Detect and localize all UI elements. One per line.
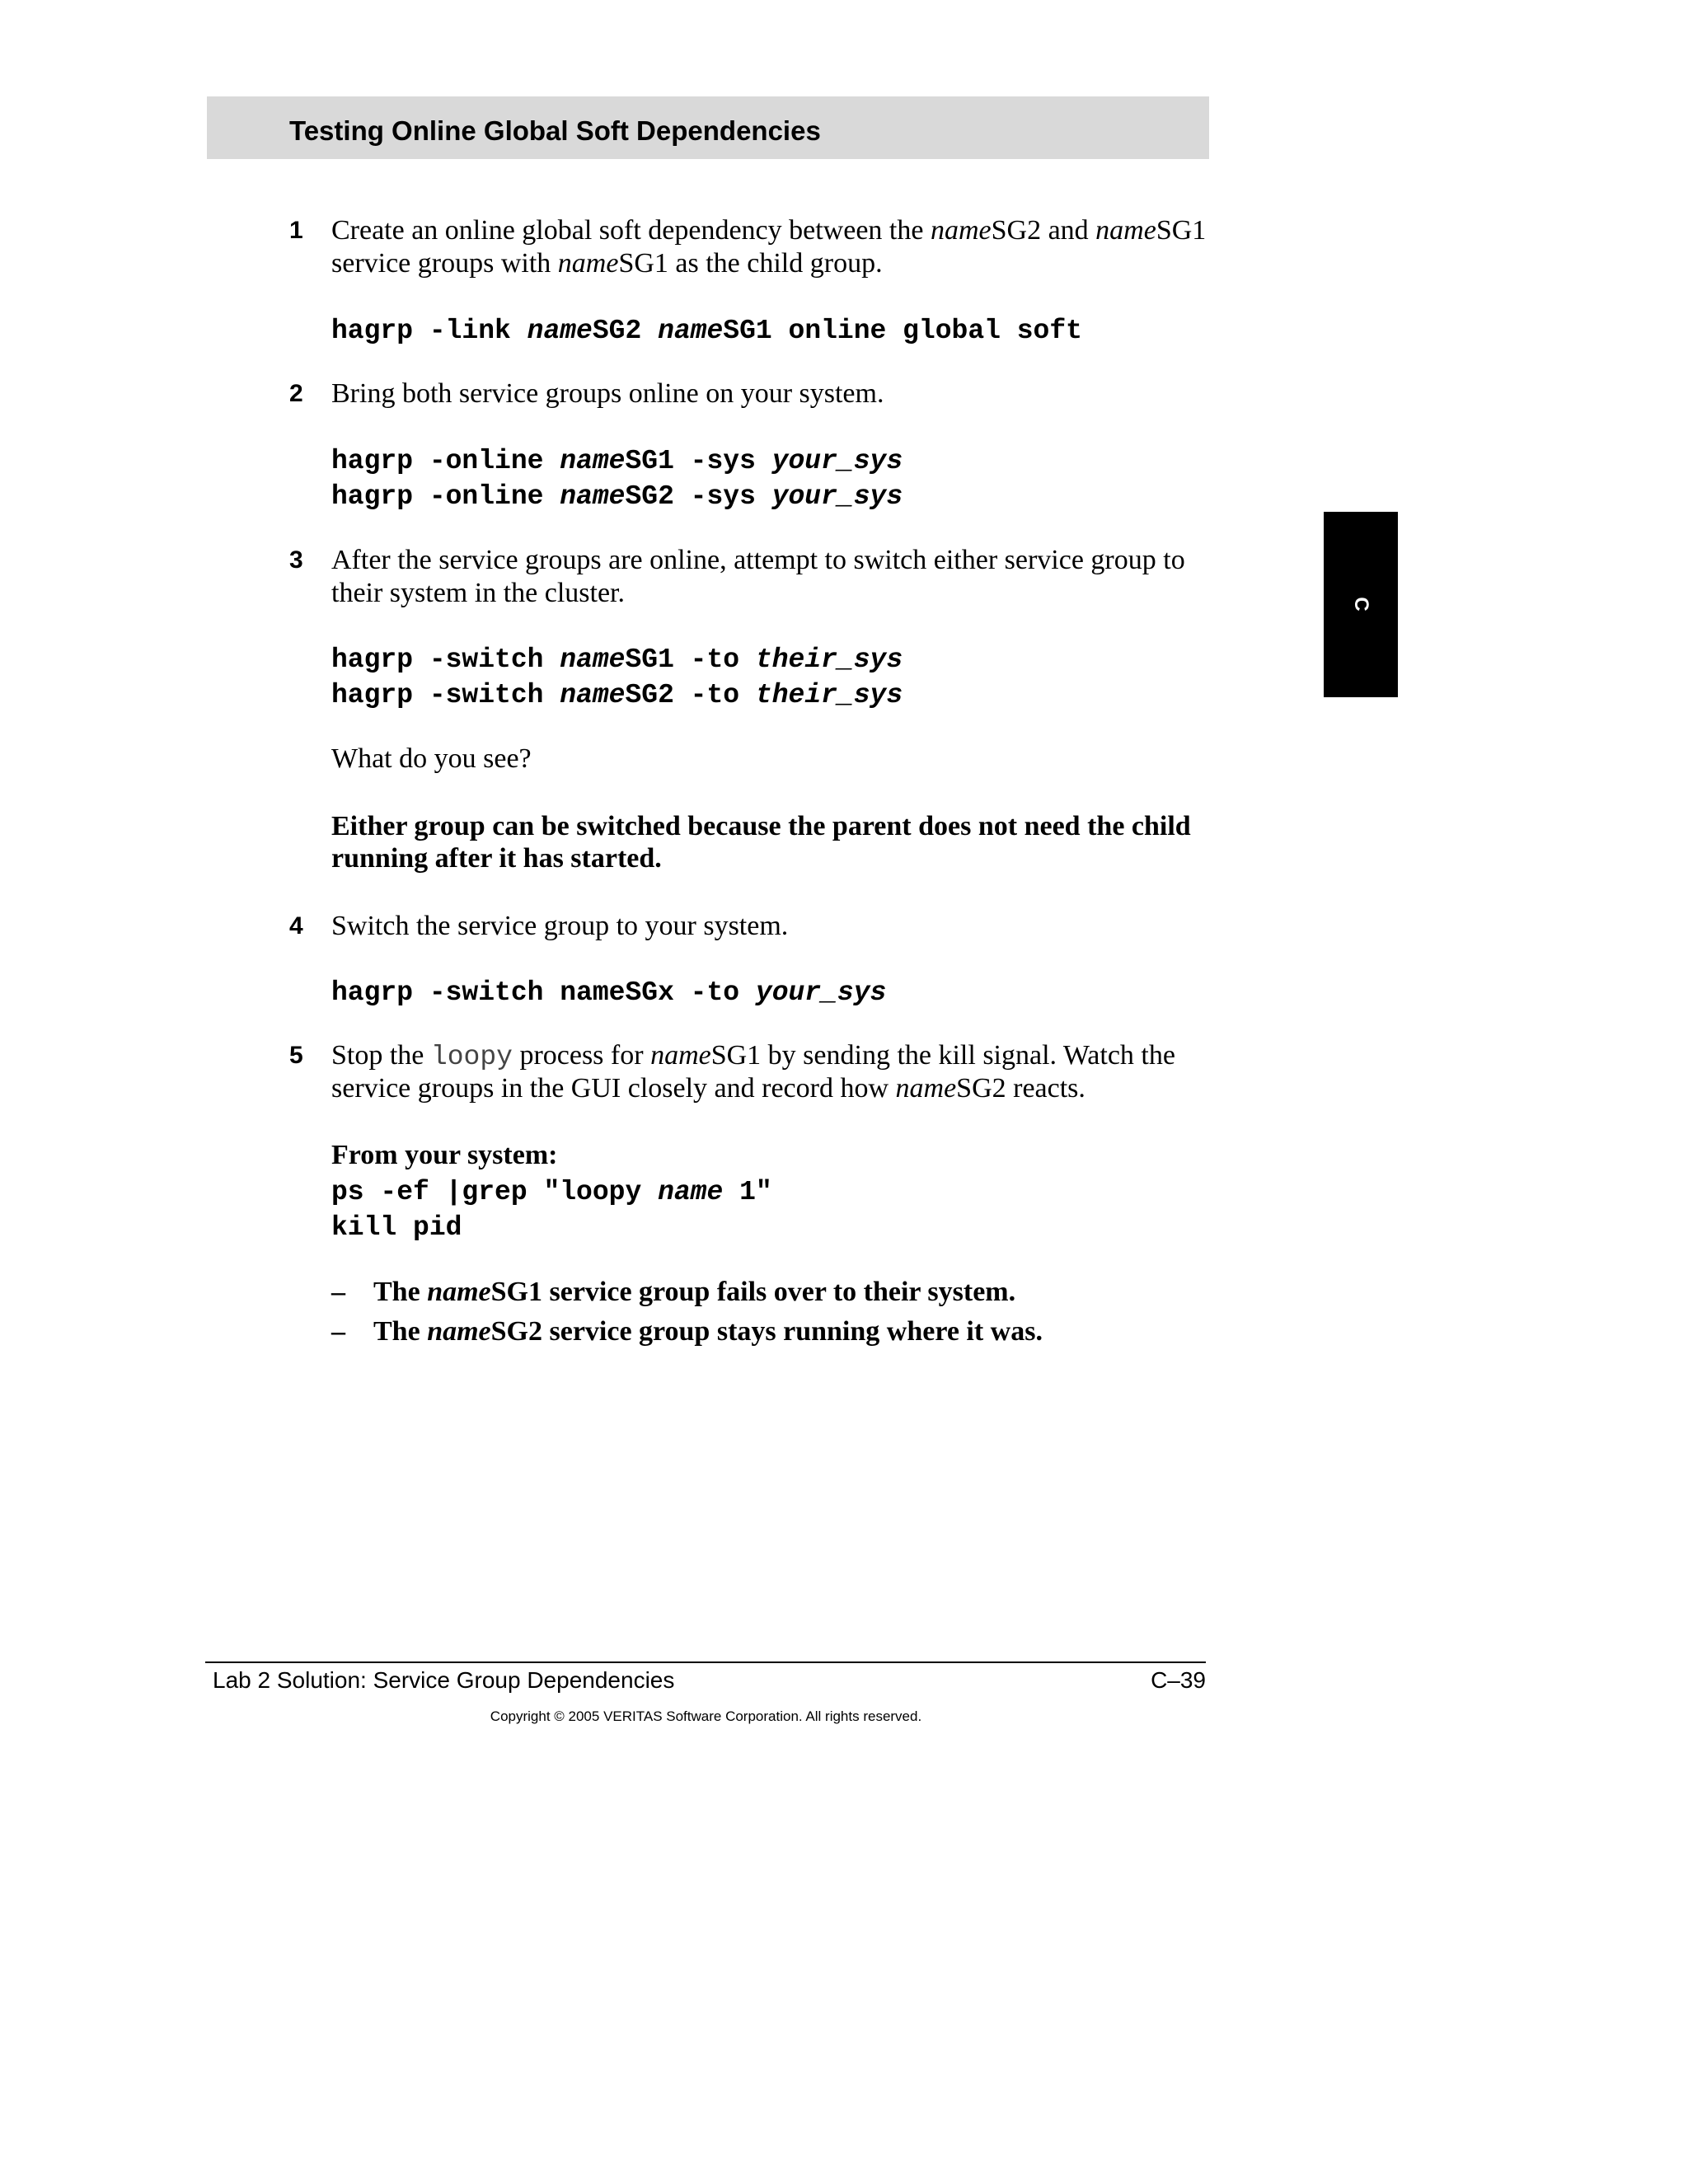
step-4-text: Switch the service group to your system.	[331, 911, 789, 941]
step-5-bullet-1: The nameSG1 service group fails over to their system.	[373, 1277, 1016, 1307]
section-header-bar	[207, 96, 1209, 159]
step-3-question: What do you see?	[331, 743, 532, 774]
step-3-command-1: hagrp -switch nameSG1 -to their_sys	[331, 644, 903, 675]
step-4-number: 4	[289, 912, 303, 940]
step-2-command-1: hagrp -online nameSG1 -sys your_sys	[331, 446, 903, 476]
step-4-command: hagrp -switch nameSGx -to your_sys	[331, 977, 887, 1008]
step-5-command-2: kill pid	[331, 1212, 462, 1243]
step-3-answer-line-2: running after it has started.	[331, 843, 662, 874]
step-5-command-1: ps -ef |grep "loopy name 1"	[331, 1177, 772, 1207]
step-5-text-line-2: service groups in the GUI closely and record how nameSG2 reacts.	[331, 1073, 1085, 1104]
footer-rule	[205, 1661, 1206, 1663]
appendix-tab-marker	[1324, 512, 1398, 697]
step-3-answer-line-1: Either group can be switched because the parent does not need the child	[331, 811, 1191, 841]
bullet-dash: –	[331, 1277, 345, 1307]
step-1-command: hagrp -link nameSG2 nameSG1 online global soft	[331, 316, 1082, 346]
step-3-text-line-1: After the service groups are online, attempt to switch either service group to	[331, 545, 1185, 575]
section-title: Testing Online Global Soft Dependencies	[289, 115, 821, 146]
step-1-text-line-2: service groups with nameSG1 as the child group.	[331, 248, 883, 279]
step-3-command-2: hagrp -switch nameSG2 -to their_sys	[331, 680, 903, 710]
step-1-number: 1	[289, 217, 303, 244]
step-3-number: 3	[289, 546, 303, 574]
step-2-command-2: hagrp -online nameSG2 -sys your_sys	[331, 481, 903, 512]
footer-chapter-title: Lab 2 Solution: Service Group Dependencies	[213, 1667, 675, 1693]
footer-page-number: C–39	[1151, 1667, 1206, 1693]
step-5-from-label: From your system:	[331, 1140, 558, 1170]
step-5-bullet-2: The nameSG2 service group stays running where it was.	[373, 1316, 1043, 1347]
step-5-text-line-1: Stop the loopy process for nameSG1 by sending the kill signal. Watch the	[331, 1040, 1175, 1072]
copyright-notice: Copyright © 2005 VERITAS Software Corporation. All rights reserved.	[490, 1708, 922, 1724]
step-2-number: 2	[289, 380, 303, 407]
bullet-dash: –	[331, 1316, 345, 1347]
step-1-text-line-1: Create an online global soft dependency between the nameSG2 and nameSG1	[331, 215, 1207, 246]
step-3-text-line-2: their system in the cluster.	[331, 578, 625, 608]
step-2-text: Bring both service groups online on your system.	[331, 378, 884, 409]
appendix-tab-letter: C	[1350, 597, 1372, 612]
step-5-number: 5	[289, 1042, 303, 1069]
